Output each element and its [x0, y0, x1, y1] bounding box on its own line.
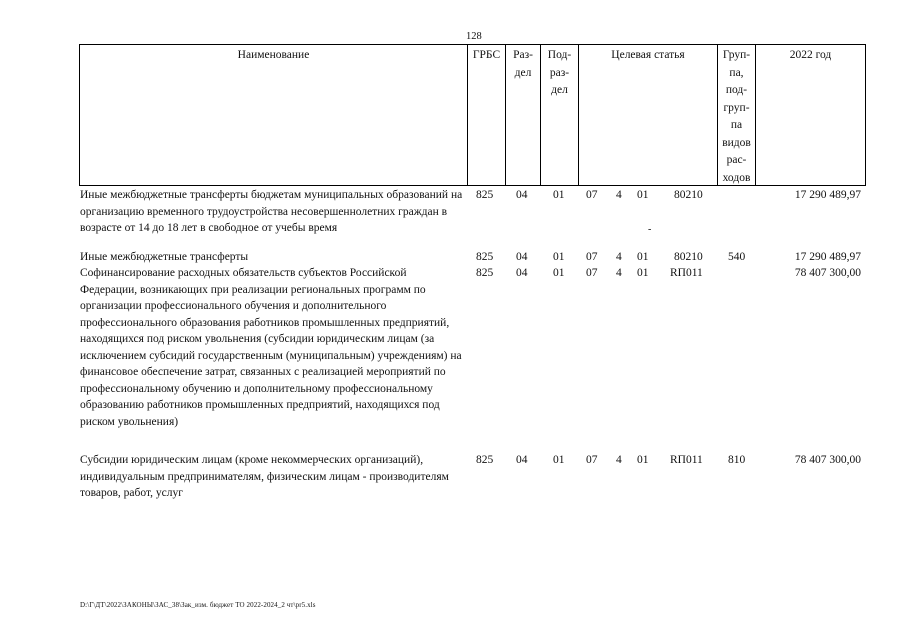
row-t3: 01	[637, 267, 649, 279]
row-t3: 01	[637, 189, 649, 201]
row-rz: 04	[516, 189, 528, 201]
footer-file-path: D:\Г\ДТ\2022\ЗАКОНЫ\ЗАС_38\Зак_изм. бюджет ТО 2022-2024_2 чт\pr5.xls	[80, 601, 316, 609]
row-vr: 810	[728, 454, 746, 466]
row-t1: 07	[586, 189, 598, 201]
header-divider	[865, 44, 866, 186]
row-rz: 04	[516, 267, 528, 279]
row-t4: RП011	[670, 267, 703, 279]
row-name: Иные межбюджетные трансферты бюджетам муниципальных образований на организацию временного трудоустройства несовершеннолетних граждан в возрасте от 14 до 18 лет в свободное от учебы время	[80, 189, 463, 234]
header-year: 2022 год	[789, 49, 832, 61]
row-sum: 78 407 300,00	[794, 454, 861, 466]
row-pr: 01	[553, 189, 565, 201]
row-rz: 04	[516, 251, 528, 263]
row-name: Субсидии юридическим лицам (кроме некоммерческих организаций), индивидуальным предпринимателям, физическим лицам - производителям товаров, работ, услуг	[80, 454, 449, 499]
row-name: Софинансирование расходных обязательств субъектов Российской Федерации, возникающих при реализации региональных программ по организации профессионального обучения и дополнительного профессионального образования работников промышленных предприятий, находящихся под риском увольнения (субсидии юридическим лицам (за исключением субсидий государственным (муниципальным) учреждениям) на финансовое обеспечение затрат, связанных с реализацией мероприятий по профессиональному обучению и дополнительному профессиональному образованию работников промышленных предприятий, находящихся под риском увольнения)	[80, 267, 462, 428]
header-target: Целевая статья	[611, 49, 685, 61]
row-t4: RП011	[670, 454, 703, 466]
row-t3: 01	[637, 454, 649, 466]
row-rz: 04	[516, 454, 528, 466]
row-grbs: 825	[476, 251, 494, 263]
header-name: Наименование	[237, 49, 310, 61]
header-divider	[578, 44, 579, 186]
row-pr: 01	[553, 454, 565, 466]
header-divider	[467, 44, 468, 186]
header-vid: Груп- па, под- груп- па видов рас- ходов	[722, 49, 751, 184]
page-number: 128	[466, 31, 482, 42]
row-t4: 80210	[674, 189, 703, 201]
row-t2: 4	[616, 267, 622, 279]
row-t2: 4	[616, 189, 622, 201]
row-sum: 78 407 300,00	[794, 267, 861, 279]
row-t1: 07	[586, 454, 598, 466]
row-grbs: 825	[476, 454, 494, 466]
row-t4: 80210	[674, 251, 703, 263]
row-t1: 07	[586, 267, 598, 279]
header-grbs: ГРБС	[472, 49, 501, 61]
row-pr: 01	[553, 267, 565, 279]
row-grbs: 825	[476, 267, 494, 279]
header-divider	[755, 44, 756, 186]
row-sum: 17 290 489,97	[794, 189, 861, 201]
header-top-border	[79, 44, 866, 45]
row-t1: 07	[586, 251, 598, 263]
row-name: Иные межбюджетные трансферты	[80, 251, 249, 263]
row-pr: 01	[553, 251, 565, 263]
header-razdel: Раз- дел	[513, 49, 533, 79]
row-grbs: 825	[476, 189, 494, 201]
stray-mark: -	[648, 224, 652, 235]
row-sum: 17 290 489,97	[794, 251, 861, 263]
row-t3: 01	[637, 251, 649, 263]
row-t2: 4	[616, 251, 622, 263]
header-divider	[79, 44, 80, 186]
row-vr: 540	[728, 251, 746, 263]
header-podrazdel: Под- раз- дел	[547, 49, 572, 96]
row-t2: 4	[616, 454, 622, 466]
